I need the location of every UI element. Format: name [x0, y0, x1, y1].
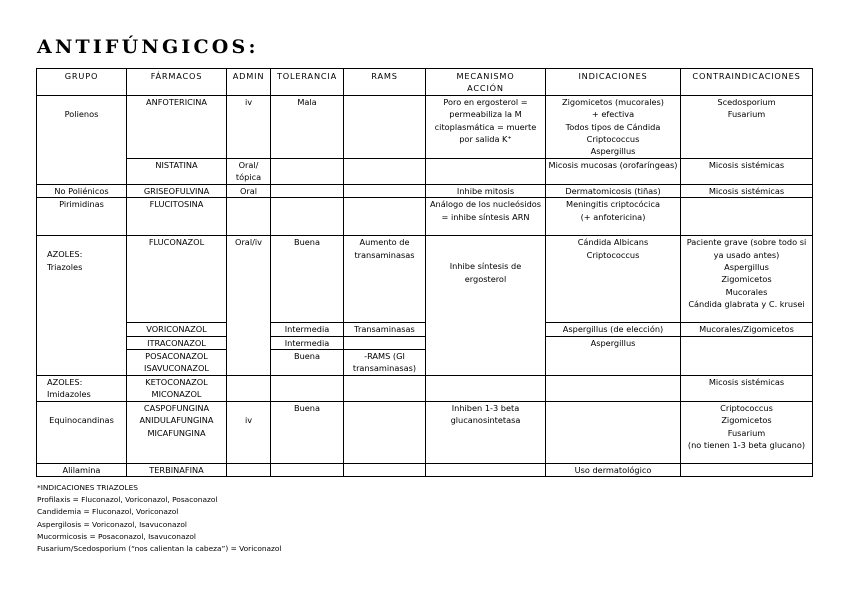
tolerancia-fluconazol: Buena	[271, 236, 344, 323]
mecanismo-triazoles: Inhibe síntesis de ergosterol	[426, 236, 546, 376]
rams-fluconazol: Aumento de transaminasas	[344, 236, 426, 323]
tolerancia-griseofulvina	[271, 184, 344, 197]
indicaciones-anfotericina: Zigomicetos (mucorales) + efectiva Todos tipos de Cándida Criptococcus Aspergillus	[546, 95, 681, 158]
table-row-equinocandinas	[37, 401, 813, 463]
contraindicaciones-flucitosina	[681, 198, 813, 236]
table-row-imidazoles	[37, 375, 813, 401]
mecanismo-terbinafina	[426, 463, 546, 476]
farmaco-nistatina: NISTATINA	[127, 158, 227, 184]
indicaciones-griseofulvina: Dermatomicosis (tiñas)	[546, 184, 681, 197]
grupo-no-polienicos: No Poliénicos	[37, 184, 127, 197]
header-farmacos: FÁRMACOS	[127, 69, 227, 96]
tolerancia-voriconazol: Intermedia	[271, 323, 344, 336]
indicaciones-itraconazol: Aspergillus	[546, 336, 681, 375]
tolerancia-itraconazol: Intermedia	[271, 336, 344, 349]
rams-terbinafina	[344, 463, 426, 476]
rams-posaconazol: -RAMS (GI transaminasas)	[344, 350, 426, 376]
rams-voriconazol: Transaminasas	[344, 323, 426, 336]
tolerancia-anfotericina: Mala	[271, 95, 344, 158]
admin-nistatina: Oral/ tópica	[227, 158, 271, 184]
header-admin: ADMIN	[227, 69, 271, 96]
mecanismo-flucitosina: Análogo de los nucleósidos = inhibe síntesis ARN	[426, 198, 546, 236]
tolerancia-flucitosina	[271, 198, 344, 236]
header-tolerancia: TOLERANCIA	[271, 69, 344, 96]
header-row	[37, 69, 813, 96]
notes-line: Mucormicosis = Posaconazol, Isavuconazol	[37, 531, 196, 541]
rams-equinocandinas	[344, 401, 426, 463]
grupo-imidazoles: AZOLES: Imidazoles	[37, 375, 127, 401]
farmaco-posaconazol: POSACONAZOL ISAVUCONAZOL	[127, 350, 227, 376]
grupo-equinocandinas: Equinocandinas	[37, 401, 127, 463]
farmaco-voriconazol: VORICONAZOL	[127, 323, 227, 336]
indicaciones-terbinafina: Uso dermatológico	[546, 463, 681, 476]
mecanismo-equinocandinas: Inhiben 1-3 beta glucanosintetasa	[426, 401, 546, 463]
header-indicaciones: INDICACIONES	[546, 69, 681, 96]
mecanismo-griseofulvina: Inhibe mitosis	[426, 184, 546, 197]
header-mecanismo: MECANISMO ACCIÓN	[426, 69, 546, 96]
indicaciones-nistatina: Micosis mucosas (orofaríngeas)	[546, 158, 681, 184]
rams-griseofulvina	[344, 184, 426, 197]
notes-line: Aspergilosis = Voriconazol, Isavuconazol	[37, 519, 187, 529]
indicaciones-imidazoles	[546, 375, 681, 401]
tolerancia-nistatina	[271, 158, 344, 184]
grupo-alilamina: Alilamina	[37, 463, 127, 476]
table-row-anfotericina	[37, 95, 813, 158]
rams-anfotericina	[344, 95, 426, 158]
mecanismo-anfotericina: Poro en ergosterol = permeabiliza la M citoplasmática = muerte por salida K⁺	[426, 95, 546, 158]
admin-griseofulvina: Oral	[227, 184, 271, 197]
indicaciones-flucitosina: Meningitis criptocócica (+ anfotericina)	[546, 198, 681, 236]
contraindicaciones-griseofulvina: Micosis sistémicas	[681, 184, 813, 197]
farmaco-imidazoles: KETOCONAZOL MICONAZOL	[127, 375, 227, 401]
triazole-notes	[37, 482, 282, 555]
table-row-fluconazol	[37, 236, 813, 323]
tolerancia-posaconazol: Buena	[271, 350, 344, 376]
tolerancia-equinocandinas: Buena	[271, 401, 344, 463]
admin-terbinafina	[227, 463, 271, 476]
table-row-alilamina	[37, 463, 813, 476]
admin-fluconazol: Oral/iv	[227, 236, 271, 376]
tolerancia-imidazoles	[271, 375, 344, 401]
mecanismo-imidazoles	[426, 375, 546, 401]
header-contraindicaciones: CONTRAINDICACIONES	[681, 69, 813, 96]
notes-line: Fusarium/Scedosporium (“nos calientan la cabeza”) = Voriconazol	[37, 544, 282, 554]
table-row-itraconazol	[37, 336, 813, 349]
contraindicaciones-nistatina: Micosis sistémicas	[681, 158, 813, 184]
page-title: ANTIFÚNGICOS:	[37, 36, 259, 58]
contraindicaciones-imidazoles: Micosis sistémicas	[681, 375, 813, 401]
grupo-triazoles: AZOLES: Triazoles	[37, 236, 127, 376]
contraindicaciones-equinocandinas: Criptococcus Zigomicetos Fusarium (no tienen 1-3 beta glucano)	[681, 401, 813, 463]
rams-imidazoles	[344, 375, 426, 401]
farmaco-itraconazol: ITRACONAZOL	[127, 336, 227, 349]
table-row-nistatina	[37, 158, 813, 184]
admin-equinocandinas: iv	[227, 401, 271, 463]
antifungal-table	[36, 68, 813, 477]
contraindicaciones-terbinafina	[681, 463, 813, 476]
farmaco-fluconazol: FLUCONAZOL	[127, 236, 227, 323]
contraindicaciones-anfotericina: Scedosporium Fusarium	[681, 95, 813, 158]
tolerancia-terbinafina	[271, 463, 344, 476]
contraindicaciones-voriconazol: Mucorales/Zigomicetos	[681, 323, 813, 336]
indicaciones-fluconazol: Cándida Albicans Criptococcus	[546, 236, 681, 323]
admin-anfotericina: iv	[227, 95, 271, 158]
notes-line: Candidemia = Fluconazol, Voriconazol	[37, 507, 179, 517]
table-row-voriconazol	[37, 323, 813, 336]
admin-imidazoles	[227, 375, 271, 401]
contraindicaciones-fluconazol: Paciente grave (sobre todo si ya usado antes) Aspergillus Zigomicetos Mucorales Cándida glabrata y C. krusei	[681, 236, 813, 323]
admin-flucitosina	[227, 198, 271, 236]
rams-itraconazol	[344, 336, 426, 349]
farmaco-griseofulvina: GRISEOFULVINA	[127, 184, 227, 197]
farmaco-terbinafina: TERBINAFINA	[127, 463, 227, 476]
mecanismo-nistatina	[426, 158, 546, 184]
header-grupo: GRUPO	[37, 69, 127, 96]
table-row-flucitosina	[37, 198, 813, 236]
grupo-pirimidinas: Pirimidinas	[37, 198, 127, 236]
farmaco-equinocandinas: CASPOFUNGINA ANIDULAFUNGINA MICAFUNGINA	[127, 401, 227, 463]
notes-line: Profilaxis = Fluconazol, Voriconazol, Posaconazol	[37, 495, 218, 505]
farmaco-anfotericina: ANFOTERICINA	[127, 95, 227, 158]
notes-heading: *INDICACIONES TRIAZOLES	[37, 483, 139, 492]
farmaco-flucitosina: FLUCITOSINA	[127, 198, 227, 236]
table-row-griseofulvina	[37, 184, 813, 197]
header-rams: RAMS	[344, 69, 426, 96]
indicaciones-equinocandinas	[546, 401, 681, 463]
rams-nistatina	[344, 158, 426, 184]
rams-flucitosina	[344, 198, 426, 236]
indicaciones-voriconazol: Aspergillus (de elección)	[546, 323, 681, 336]
grupo-polienos: Polienos	[37, 95, 127, 184]
contraindicaciones-itraconazol	[681, 336, 813, 375]
